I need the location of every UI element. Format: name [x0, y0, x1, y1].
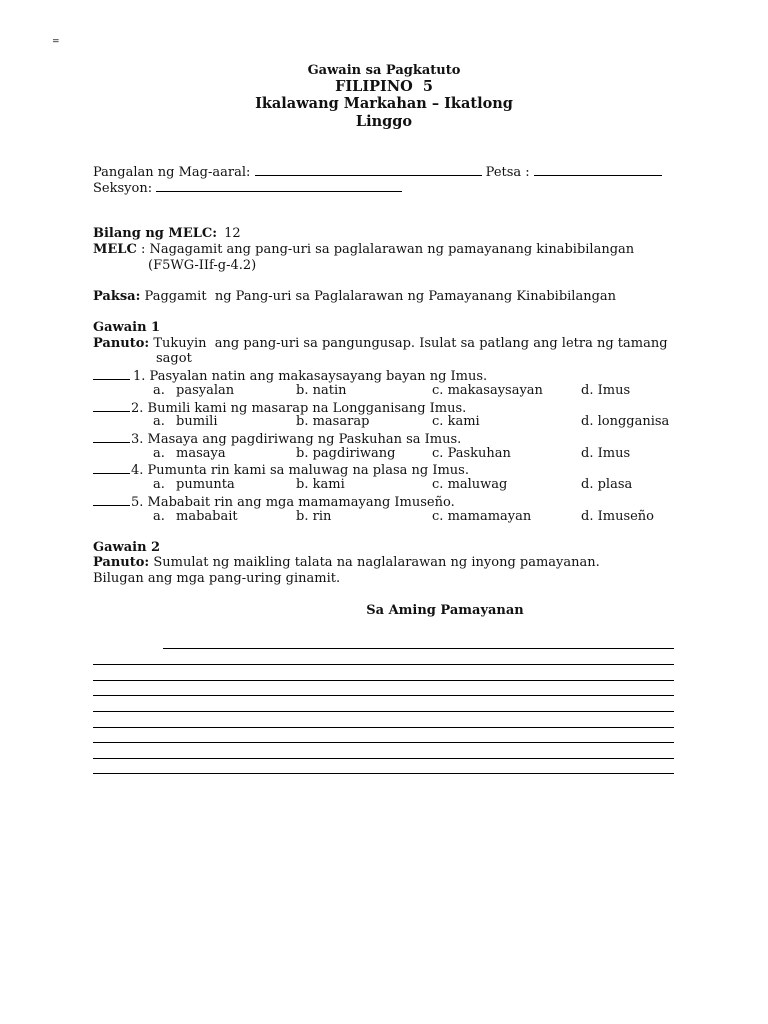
question-number: 4.: [131, 463, 144, 478]
choice-letter: a.: [153, 383, 165, 398]
choice-text: Imus: [597, 383, 631, 398]
choice-text: Imuseño: [597, 509, 655, 524]
choice-letter: d.: [581, 414, 594, 429]
worksheet-title: Gawain sa Pagkatuto: [307, 63, 461, 78]
choice-d: [581, 414, 669, 430]
date-blank: [534, 163, 662, 176]
section-label: Seksyon:: [93, 181, 153, 196]
choice-b: [296, 446, 395, 462]
question-number: 5.: [131, 495, 144, 510]
name-blank: [255, 163, 482, 176]
choice-text: Imus: [597, 446, 631, 461]
section-row: [93, 179, 402, 195]
writing-line: [163, 648, 674, 649]
writing-line: [93, 773, 674, 774]
activity1-instructions-label: Panuto:: [93, 336, 150, 351]
melc-row: [93, 242, 634, 258]
choice-text: masaya: [176, 446, 226, 461]
choice-letter: b.: [296, 446, 309, 461]
essay-title: Sa Aming Pamayanan: [366, 603, 524, 618]
choice-row: [0, 383, 768, 399]
choice-row: [0, 446, 768, 462]
activity1-title: Gawain 1: [93, 320, 161, 335]
choice-letter: c.: [432, 446, 444, 461]
question-sentence: Pumunta rin kami sa maluwag na plasa ng Imus.: [147, 463, 469, 478]
question-item: [93, 461, 469, 477]
melc-label: MELC: [93, 242, 137, 257]
choice-letter: d.: [581, 383, 594, 398]
melc-count-value: 12: [224, 226, 241, 241]
name-label: Pangalan ng Mag-aaral:: [93, 165, 251, 180]
question-sentence: Mababait rin ang mga mamamayang Imuseño.: [147, 495, 455, 510]
page-marker: =: [52, 37, 60, 47]
choice-d: [581, 383, 630, 399]
choice-letter: b.: [296, 383, 309, 398]
activity2-instructions-label: Panuto:: [93, 555, 150, 570]
choice-text: longganisa: [597, 414, 670, 429]
writing-line: [93, 664, 674, 665]
topic-text: Paggamit ng Pang-uri sa Paglalarawan ng Pamayanang Kinabibilangan: [144, 289, 617, 304]
choice-text: Paskuhan: [447, 446, 511, 461]
question-sentence: Bumili kami ng masarap na Longganisang Imus.: [147, 401, 467, 416]
choice-row: [0, 509, 768, 525]
choice-letter: c.: [432, 477, 444, 492]
choice-text: maluwag: [447, 477, 508, 492]
question-sentence: Masaya ang pagdiriwang ng Paskuhan sa Imus.: [147, 432, 462, 447]
section-blank: [156, 179, 402, 192]
answer-blank: [93, 461, 130, 474]
question-number: 1.: [133, 369, 146, 384]
choice-d: [581, 477, 632, 493]
answer-blank: [93, 430, 130, 443]
choice-letter: c.: [432, 383, 444, 398]
choice-letter: b.: [296, 477, 309, 492]
activity1-instructions-row: [93, 336, 668, 352]
choice-letter: a.: [153, 414, 165, 429]
question-number: 2.: [131, 401, 144, 416]
choice-c: [432, 383, 543, 399]
melc-text: : Nagagamit ang pang-uri sa paglalarawan ng pamayanang kinabibilangan: [140, 242, 635, 257]
choice-letter: d.: [581, 446, 594, 461]
activity2-instructions-cont: Bilugan ang mga pang-uring ginamit.: [93, 571, 341, 586]
choice-text: pumunta: [176, 477, 235, 492]
topic-label: Paksa:: [93, 289, 141, 304]
answer-blank: [93, 493, 130, 506]
subject-heading: FILIPINO 5: [335, 78, 433, 95]
choice-letter: d.: [581, 509, 594, 524]
choice-c: [432, 509, 531, 525]
writing-line: [93, 680, 674, 681]
question-item: [93, 430, 461, 446]
choice-d: [581, 509, 654, 525]
choice-c: [432, 446, 511, 462]
choice-text: kami: [447, 414, 480, 429]
writing-line: [93, 742, 674, 743]
writing-line: [93, 758, 674, 759]
choice-b: [296, 477, 345, 493]
answer-blank: [93, 399, 130, 412]
question-item: [93, 367, 487, 383]
activity2-instructions-row: [93, 555, 600, 571]
activity1-instructions-cont: sagot: [156, 351, 192, 366]
choice-letter: a.: [153, 477, 165, 492]
choice-text: makasaysayan: [447, 383, 543, 398]
choice-row: [0, 477, 768, 493]
choice-text: mababait: [176, 509, 238, 524]
choice-text: pasyalan: [176, 383, 235, 398]
choice-text: mamamayan: [447, 509, 532, 524]
choice-letter: d.: [581, 477, 594, 492]
writing-line: [93, 727, 674, 728]
choice-letter: c.: [432, 414, 444, 429]
quarter-week-heading-cont: Linggo: [355, 113, 413, 130]
choice-letter: b.: [296, 509, 309, 524]
choice-text: bumili: [176, 414, 218, 429]
choice-b: [296, 383, 347, 399]
quarter-week-heading: Ikalawang Markahan – Ikatlong: [255, 95, 513, 112]
choice-text: plasa: [597, 477, 633, 492]
choice-text: masarap: [312, 414, 370, 429]
topic-row: [93, 289, 616, 305]
student-info-row: [93, 163, 662, 179]
choice-c: [432, 477, 507, 493]
melc-count-label: Bilang ng MELC:: [93, 226, 218, 241]
writing-line: [93, 695, 674, 696]
choice-c: [432, 414, 480, 430]
choice-d: [581, 446, 630, 462]
choice-text: pagdiriwang: [312, 446, 396, 461]
question-sentence: Pasyalan natin ang makasaysayang bayan ng Imus.: [149, 369, 488, 384]
choice-letter: c.: [432, 509, 444, 524]
date-label: Petsa :: [485, 165, 530, 180]
answer-blank: [93, 367, 130, 380]
melc-count-row: [93, 226, 241, 242]
question-item: [93, 493, 455, 509]
writing-line: [93, 711, 674, 712]
choice-text: natin: [312, 383, 347, 398]
choice-text: kami: [312, 477, 345, 492]
question-number: 3.: [131, 432, 144, 447]
activity2-title: Gawain 2: [93, 540, 161, 555]
choice-row: [0, 414, 768, 430]
choice-letter: a.: [153, 446, 165, 461]
choice-b: [296, 414, 369, 430]
question-item: [93, 399, 466, 415]
activity2-instructions: Sumulat ng maikling talata na naglalarawan ng inyong pamayanan.: [153, 555, 600, 570]
activity1-instructions: Tukuyin ang pang-uri sa pangungusap. Isulat sa patlang ang letra ng tamang: [153, 336, 668, 351]
choice-text: rin: [312, 509, 332, 524]
choice-letter: b.: [296, 414, 309, 429]
choice-b: [296, 509, 331, 525]
melc-code: (F5WG-IIf-g-4.2): [148, 258, 257, 273]
choice-letter: a.: [153, 509, 165, 524]
